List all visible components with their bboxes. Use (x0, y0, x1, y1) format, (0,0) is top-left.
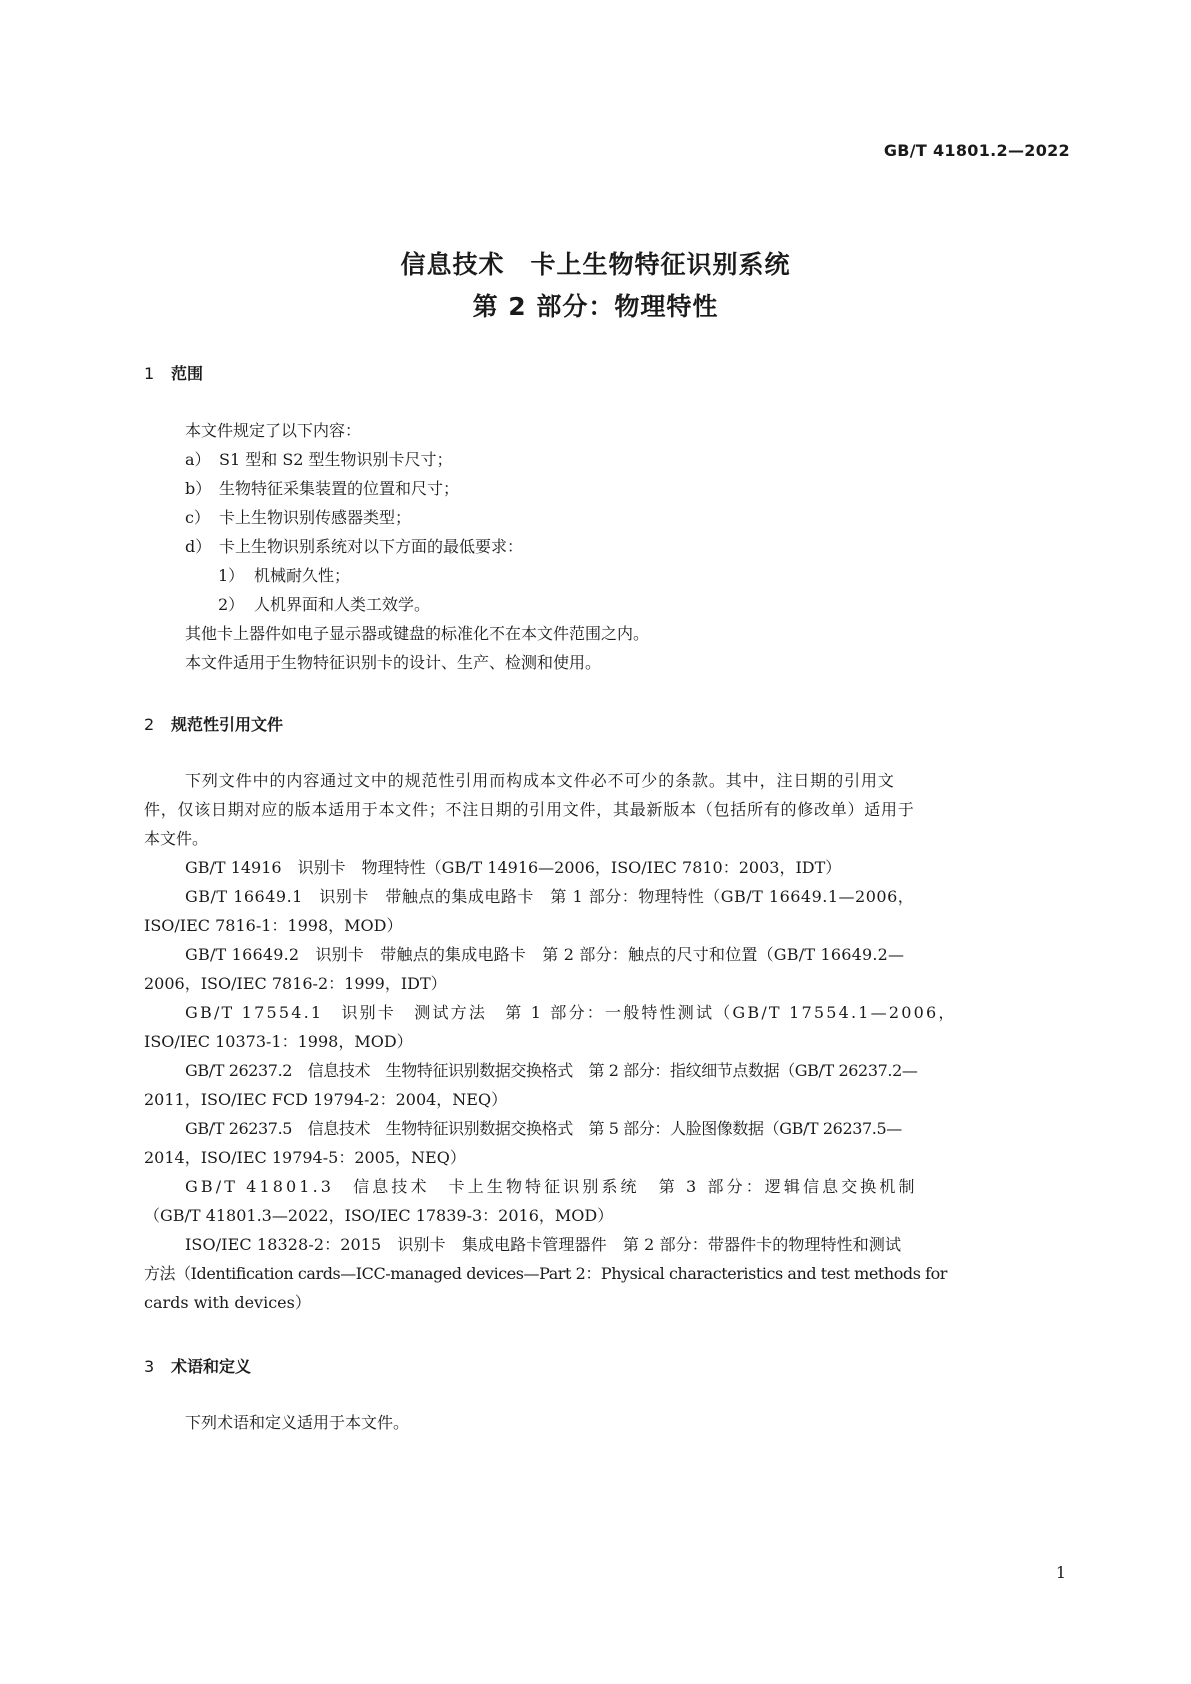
section-title: 规范性引用文件 (171, 715, 284, 734)
list-text: 卡上生物识别系统对以下方面的最低要求： (219, 537, 524, 556)
reference-entry: GB/T 26237.2 信息技术 生物特征识别数据交换格式 第 2 部分：指纹细节点数据（GB/T 26237.2— (185, 1061, 918, 1080)
list-text: 机械耐久性； (254, 566, 351, 585)
reference-entry-cont: 2006，ISO/IEC 7816-2：1999，IDT） (144, 974, 447, 993)
document-title: 信息技术 卡上生物特征识别系统 (400, 250, 791, 279)
sublist-item (218, 597, 430, 613)
reference-entry: GB/T 26237.5 信息技术 生物特征识别数据交换格式 第 5 部分：人脸图像数据（GB/T 26237.5— (185, 1119, 902, 1138)
list-label: d） (185, 537, 212, 556)
reference-entry-cont: 2011，ISO/IEC FCD 19794-2：2004，NEQ） (144, 1090, 508, 1109)
paragraph: 下列术语和定义适用于本文件。 (185, 1413, 410, 1432)
section-title: 范围 (171, 364, 204, 383)
list-label: 2） (218, 595, 245, 614)
document-subtitle: 第 2 部分：物理特性 (472, 292, 719, 321)
list-text: 人机界面和人类工效学。 (254, 595, 431, 614)
list-item (185, 452, 453, 468)
list-item (185, 481, 459, 497)
reference-entry: ISO/IEC 18328-2：2015 识别卡 集成电路卡管理器件 第 2 部分：带器件卡的物理特性和测试 (185, 1235, 902, 1254)
reference-entry-cont: 方法（Identification cards—ICC-managed devices—Part 2：Physical characteristics and test methods for (144, 1264, 947, 1283)
section-title: 术语和定义 (171, 1357, 252, 1376)
list-label: b） (185, 479, 212, 498)
section-number: 2 (144, 715, 155, 734)
list-label: c） (185, 508, 210, 527)
list-text: S1 型和 S2 型生物识别卡尺寸； (219, 450, 453, 469)
reference-entry-cont: （GB/T 41801.3—2022，ISO/IEC 17839-3：2016，MOD） (144, 1206, 614, 1225)
reference-entry-cont: cards with devices） (144, 1293, 311, 1312)
list-label: 1） (218, 566, 245, 585)
section-heading-normative-references (144, 712, 283, 735)
section-heading-terms (144, 1354, 251, 1377)
list-text: 生物特征采集装置的位置和尺寸； (219, 479, 460, 498)
reference-entry: GB/T 16649.1 识别卡 带触点的集成电路卡 第 1 部分：物理特性（GB/T 16649.1—2006， (185, 887, 915, 906)
reference-entry-cont: ISO/IEC 7816-1：1998，MOD） (144, 916, 403, 935)
list-label: a） (185, 450, 211, 469)
section-number: 1 (144, 364, 155, 383)
paragraph: 本文件规定了以下内容： (185, 421, 362, 440)
list-text: 卡上生物识别传感器类型； (219, 508, 412, 527)
paragraph-line: 件，仅该日期对应的版本适用于本文件；不注日期的引用文件，其最新版本（包括所有的修改单）适用于 (144, 800, 915, 819)
reference-entry: GB/T 41801.3 信息技术 卡上生物特征识别系统 第 3 部分：逻辑信息交换机制 (185, 1177, 918, 1196)
list-item (185, 539, 523, 555)
paragraph-line: 本文件。 (144, 829, 209, 848)
section-number: 3 (144, 1357, 155, 1376)
reference-entry-cont: ISO/IEC 10373-1：1998，MOD） (144, 1032, 413, 1051)
paragraph-line: 下列文件中的内容通过文中的规范性引用而构成本文件必不可少的条款。其中，注日期的引用文 (185, 771, 895, 790)
list-item (185, 510, 411, 526)
paragraph: 其他卡上器件如电子显示器或键盘的标准化不在本文件范围之内。 (185, 624, 650, 643)
reference-entry: GB/T 17554.1 识别卡 测试方法 第 1 部分：一般特性测试（GB/T 17554.1—2006， (185, 1003, 957, 1022)
reference-entry: GB/T 16649.2 识别卡 带触点的集成电路卡 第 2 部分：触点的尺寸和位置（GB/T 16649.2— (185, 945, 905, 964)
section-heading-scope (144, 361, 203, 384)
reference-entry: GB/T 14916 识别卡 物理特性（GB/T 14916—2006，ISO/IEC 7810：2003，IDT） (185, 858, 842, 877)
paragraph: 本文件适用于生物特征识别卡的设计、生产、检测和使用。 (185, 653, 602, 672)
page-number: 1 (1055, 1563, 1066, 1582)
sublist-item (218, 568, 350, 584)
standard-number: GB/T 41801.2—2022 (883, 141, 1070, 160)
reference-entry-cont: 2014，ISO/IEC 19794-5：2005，NEQ） (144, 1148, 466, 1167)
